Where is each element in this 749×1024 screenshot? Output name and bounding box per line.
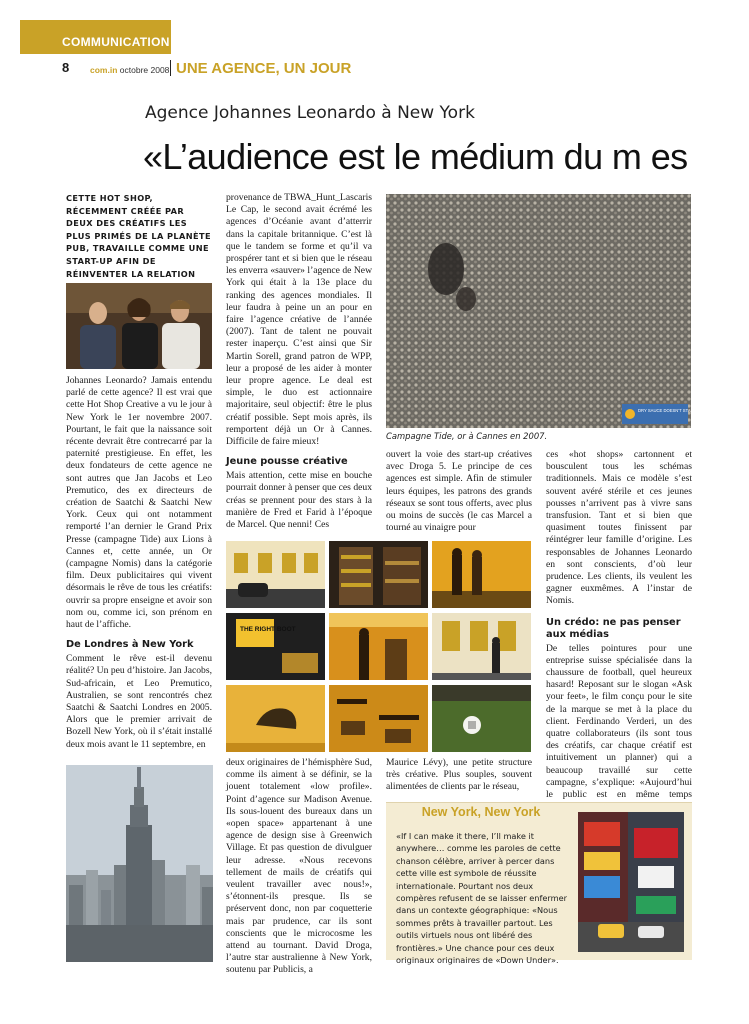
- paragraph: ouvert la voie des start-up créatives avec Droga 5. Le principe de ces agences est simple. Afin de stimuler leurs équipes, les patrons des grands réseaux se sont tous offerts, avec plus ou moins de succès (le cas Marcel a tourné au vinaigre pour: [386, 449, 532, 534]
- page-number: 8: [62, 60, 70, 75]
- wall-shelf-illustration: [329, 685, 428, 752]
- paragraph: Comment le rêve est-il devenu réalité? Un peu d’histoire. Jan Jacobs, Sud-africain, et Leo Premutico, Australien, se sont rencontrés chez Saatchi & Saatchi Londres en 2005. Alors que le premier arrivait de Bozell New York, où il s’était installé deux mois avant le 11 septembre, en: [66, 653, 212, 750]
- football-turf-illustration: [432, 685, 531, 752]
- issue-info: [90, 65, 169, 75]
- paragraph: Mais attention, cette mise en bouche pourrait donner à penser que ces deux créas se prennent pour des stars à la manière de Fred et Farid à l’époque de Marcel. Que nenni! Ces: [226, 470, 372, 531]
- issue-date: octobre 2008: [119, 65, 170, 75]
- grid-photo: [329, 685, 428, 752]
- article-lead: CETTE HOT SHOP, RÉCEMMENT CRÉÉE PAR DEUX DES CRÉATIFS LES PLUS PRIMÉS DE LA PLANÈTE PUB, TRAVAILLE COMME UNE START-UP AFIN DE RÉINVENTER LA RELATION: [66, 193, 211, 279]
- subheading: De Londres à New York: [66, 639, 194, 651]
- sidebar-box-title: New York, New York: [421, 805, 541, 819]
- paragraph: deux originaires de l’hémisphère Sud, comme ils aiment à se définir, se la jouent totalement «low profile». Point d’agence sur Madison Avenue. Ils sous-louent des bureaux dans un «open space» appartenant à une agence de design sise à Greenwich Village. Et pas question de divulguer leur adresse. «Nous recevons tellement de mails de créatifs qui veulent travailler avec nous!», s’étonnent-ils presque. Ils se préservent donc, non par coquetterie mais par prudence, car ils sont conscients que le microcosme les attend au tournant. David Droga, l’autre star australienne à New York, soutenu par Publicis, a: [226, 757, 372, 976]
- article-headline: «L’audience est le médium du m es: [143, 136, 688, 177]
- article-column-3-continued: [386, 757, 532, 794]
- paragraph: provenance de TBWA_Hunt_Lascaris Le Cap, le second avait écrémé les agences d’Océanie avant d’atterrir dans la capitale britannique. C’est là que le tandem se forme et qu’il va prospérer tant et si bien que le réseau les enverra «sauver» l’agence de New York qui était à la 13e place du ranking des agences mondiales. Il leur faudra à peine un an pour en faire l’agence créative de l’année (2007). Tant de talent ne pouvait rester inaperçu. C’est ainsi que Sir Martin Sorell, grand patron de WPP, leur a proposé de les aider à monter leur propre agence. Le deal est simple, le duo est actionnaire majoritaire, seul objectif: être le plus créatif possible. Sept mois après, ils remportent déjà un Or à Cannes. Difficile de faire mieux!: [226, 192, 372, 448]
- paragraph: ces «hot shops» cartonnent et bousculent tous les schémas traditionnels. Mais ce modèle s’est souvent avéré stérile et ces jeunes pousses n’arrivent pas à vivre sans transfusion. Tant et si bien que quasiment toutes finissent par réintégrer leur famille d’origine. Les responsables de Johannes Leonardo en sont conscients, d’où leur prudence. Les clients, ils veulent les gagner euxmêmes. A l’instar de Nomis.: [546, 449, 692, 607]
- times-square-illustration: [578, 812, 684, 952]
- shelves-illustration: [329, 541, 428, 608]
- right-boot-sign-illustration: [226, 613, 325, 680]
- paragraph: De telles pointures pour une entreprise suisse spécialisée dans la chaussure de football, quel heureux hasard! Reposant sur le slogan «Ask your feet», le film conçu pour le site de la marque se met à la place du client. Ferdinando Verderi, un des quatre collaborateurs (ils sont tous des créatifs, car chaque créatif est intuitivement un planner) qui a beaucoup travaillé sur cette campagne, s’explique: «Aujourd’hui le public est en même temps: [546, 642, 692, 801]
- article-column-2: [226, 192, 372, 531]
- ad-tagline: DRY SAUCE DOESN'T STAND A CHANCE: [638, 408, 720, 413]
- grid-photo: [329, 541, 428, 608]
- times-square-photo: [578, 812, 684, 952]
- article-column-3: [386, 449, 532, 534]
- paragraph: Johannes Leonardo? Jamais entendu parlé de cette agence? Il est vrai que cette Hot Shop Creative a vu le jour à New York le 1er novembre 2007. Pourtant, le fait que la naissance soit récente devrait être contrecarré par la paternité prestigieuse. En effet, les deux fondateurs de cette agence ne sont autres que Jan Jacobs et Leo Premutico, des ex directeurs de création de Saatchi & Saatchi New York. Ceux qui ont notamment remporté l’an dernier le Grand Prix Presse (campagne Tide) aux Lions à Cannes et, cette année, un Or (campagne Nomis) dans la catégorie film. Deux publicitaires qui vivent désormais le rêve de tous les créatifs: ouvrir sa propre enseigne et avoir son nom ou, comme ici, son prénom en haut de l’affiche.: [66, 375, 212, 631]
- rubric-divider: [170, 60, 171, 76]
- skyline-illustration: [66, 765, 213, 962]
- grid-photo: [226, 613, 325, 680]
- subheading: Un crédo: ne pas penser aux médias: [546, 616, 681, 640]
- poster-illustration: [226, 685, 325, 752]
- yellow-wall-illustration: [432, 541, 531, 608]
- grid-photo: [432, 541, 531, 608]
- tide-campaign-photo: [386, 194, 720, 428]
- storefront-illustration: [226, 541, 325, 608]
- article-kicker: Agence Johannes Leonardo à New York: [145, 103, 475, 123]
- grid-photo: [329, 613, 428, 680]
- new-york-skyline-photo: [66, 765, 213, 962]
- article-column-1: [66, 375, 212, 751]
- founders-photo: [66, 283, 212, 369]
- boot-sign-text: THE RIGHT BOOT: [240, 626, 296, 633]
- grid-photo: [226, 685, 325, 752]
- sidebar-box-text: «If I can make it there, I’ll make it anywhere… comme les paroles de cette chanson célèbre, arriver à percer dans cette ville est symbole de réussite internationale. Pourtant nos deux compères refusent de se laisser enfermer dans un contexte géographique: «Nous sommes prêts à travailler partout. Les outils virtuels nous ont libéré des frontières.» Une chance pour ces deux originaux originaires de «Down Under».: [396, 831, 568, 966]
- section-tab: COMMUNICATION: [20, 20, 171, 54]
- grid-photo: [226, 541, 325, 608]
- paragraph: Maurice Lévy), une petite structure très créative. Plus souples, souvent alimentées de clients par le réseau,: [386, 757, 532, 793]
- street-shop-illustration: [432, 613, 531, 680]
- crowd-illustration: [386, 194, 720, 428]
- office-photo-grid: [226, 541, 531, 753]
- grid-photo: [432, 685, 531, 752]
- article-column-4: [546, 449, 692, 813]
- founders-illustration: [66, 283, 212, 369]
- grid-photo: [432, 613, 531, 680]
- subheading: Jeune pousse créative: [226, 456, 348, 468]
- office-interior-illustration: [329, 613, 428, 680]
- article-column-2-continued: [226, 757, 372, 977]
- rubric-title: UNE AGENCE, UN JOUR: [176, 60, 352, 77]
- photo-caption: Campagne Tide, or à Cannes en 2007.: [386, 431, 548, 441]
- brand-name: com.in: [90, 65, 118, 75]
